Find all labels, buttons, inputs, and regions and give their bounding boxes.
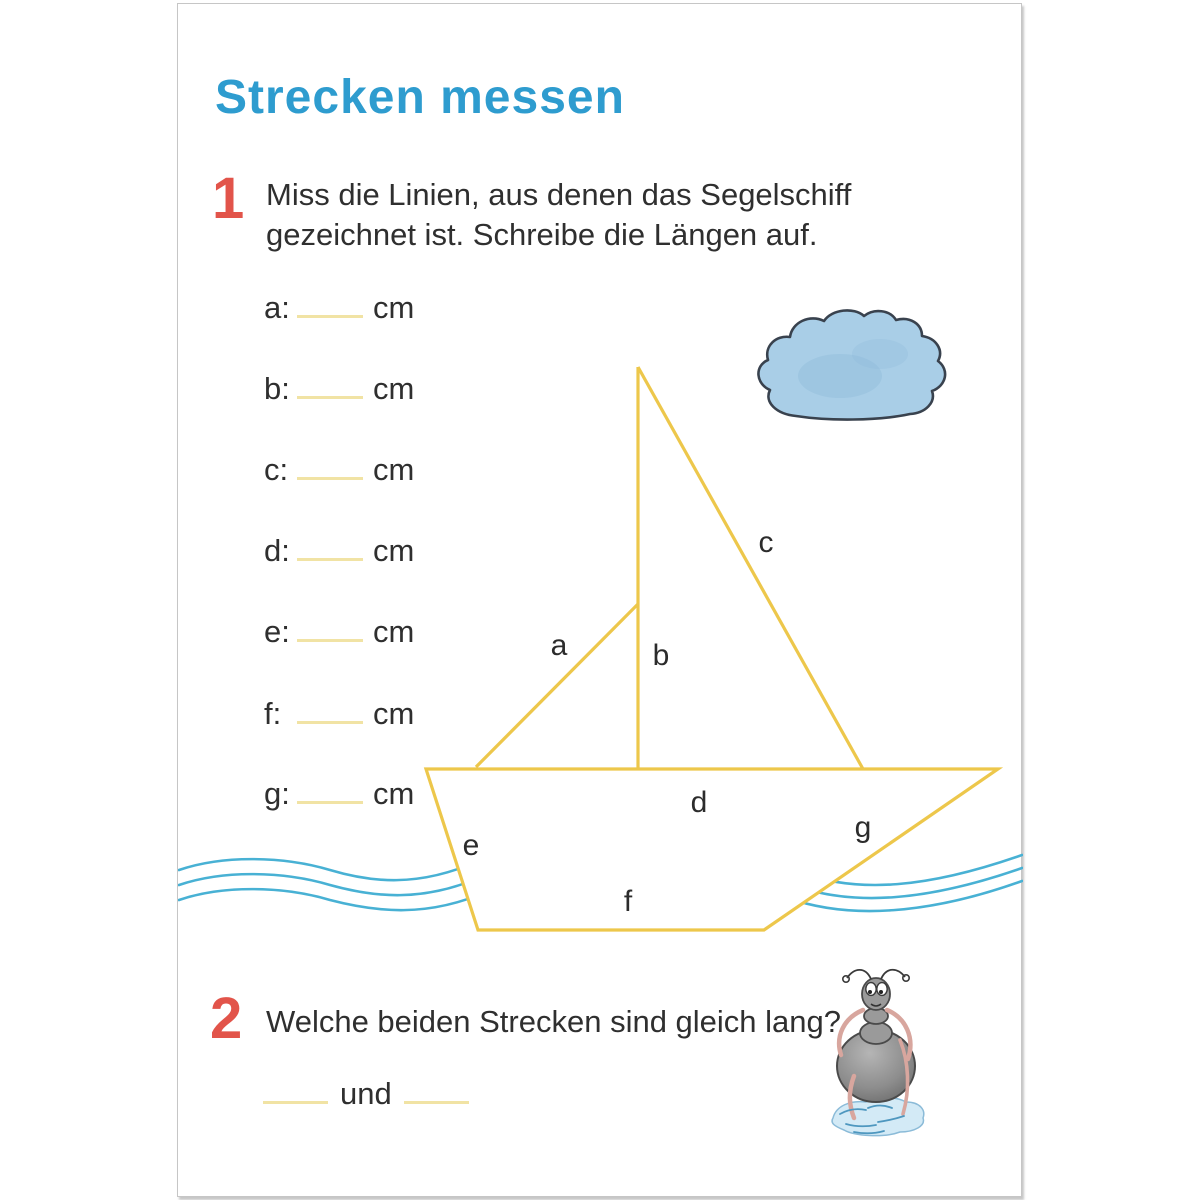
task2-answer-blank-1[interactable] [263, 1077, 328, 1104]
segment-label-b: b: [264, 371, 290, 406]
ant-pupil-left [868, 990, 872, 994]
ant-icon [832, 970, 924, 1136]
unit-g: cm [373, 776, 415, 811]
segment-label-a: a: [264, 290, 290, 325]
boat-hull [426, 769, 998, 930]
unit-e: cm [373, 614, 415, 649]
task1-instruction-line2: gezeichnet ist. Schreibe die Längen auf. [266, 217, 818, 252]
worksheet-page [177, 3, 1022, 1197]
task2-connector: und [340, 1076, 392, 1111]
boat-label-a: a [550, 629, 568, 662]
wave-line [179, 874, 483, 895]
cloud-shading-2 [852, 339, 908, 369]
task2-answer-blank-2[interactable] [404, 1077, 469, 1104]
task1-instruction-line1: Miss die Linien, aus denen das Segelschiff [266, 177, 852, 212]
unit-a: cm [373, 290, 415, 325]
segment-label-f: f: [264, 696, 282, 731]
task2-answer-line [263, 1076, 481, 1112]
segment-label-c: c: [264, 452, 289, 487]
ant-antenna-curl-right [903, 975, 909, 981]
ant-antenna-curl-left [843, 976, 849, 982]
sailboat-drawing [426, 367, 998, 930]
task2-question: Welche beiden Strecken sind gleich lang? [266, 1004, 842, 1039]
ant-pupil-right [879, 990, 883, 994]
water-puddle [832, 1098, 924, 1136]
unit-b: cm [373, 371, 415, 406]
ant-antenna-left [847, 970, 871, 979]
boat-label-c: c [758, 526, 774, 559]
wave-line [179, 859, 478, 880]
ant-leg-left [850, 1076, 854, 1118]
boat-label-b: b [652, 639, 670, 672]
segment-label-d: d: [264, 533, 290, 568]
boat-label-e: e [462, 829, 480, 862]
task1-number: 1 [212, 166, 245, 231]
unit-d: cm [373, 533, 415, 568]
page-title: Strecken messen [215, 71, 625, 124]
segment-label-e: e: [264, 614, 290, 649]
boat-label-f: f [623, 885, 633, 918]
boat-sail-line-c [638, 367, 863, 769]
task2-number: 2 [210, 986, 243, 1051]
boat-label-g: g [854, 811, 872, 844]
ant-thorax [860, 1022, 892, 1044]
unit-c: cm [373, 452, 415, 487]
waves-left-icon [179, 859, 488, 910]
wave-line [179, 889, 488, 910]
boat-label-d: d [690, 786, 708, 819]
segment-label-g: g: [264, 776, 290, 811]
cloud-icon [758, 310, 945, 419]
ant-antenna-right [881, 970, 905, 979]
unit-f: cm [373, 696, 415, 731]
